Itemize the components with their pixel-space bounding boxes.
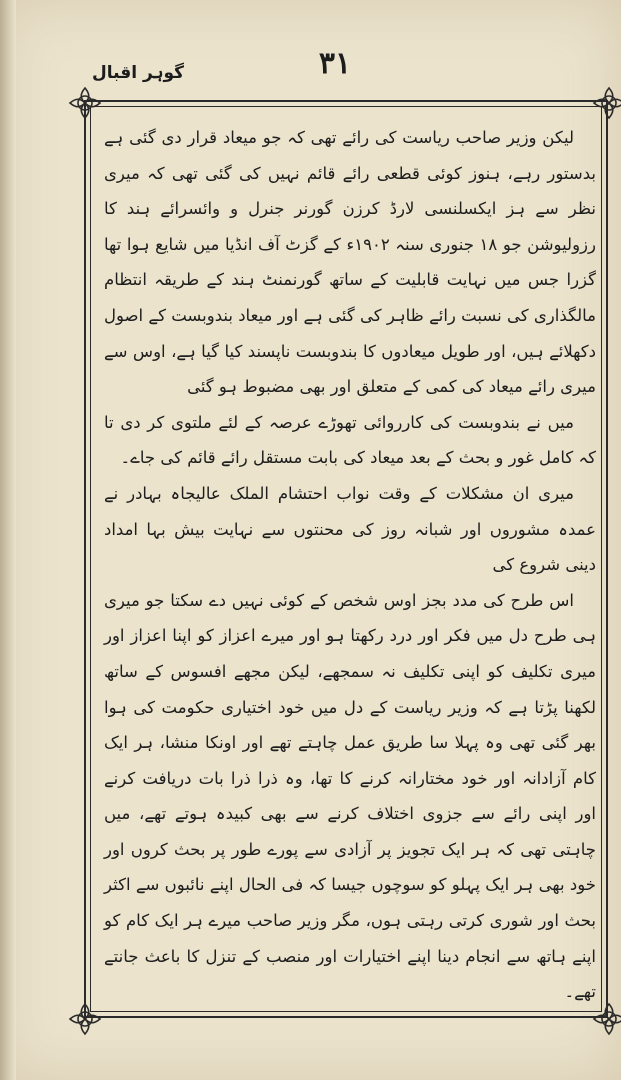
- corner-ornament-icon: [590, 84, 621, 122]
- running-head: گوہر اقبال: [92, 63, 185, 83]
- paragraph: اس طرح کی مدد بجز اوس شخص کے کوئی نہیں دے سکتا جو میری ہی طرح دل میں فکر اور درد رکھتا ہو اور میرے اعزاز کو اپنا اعزاز اور میری تکلیف کو اپنی تکلیف نہ سمجھے، لیکن مجھے افسوس کے ساتھ لکھنا پڑتا ہے کہ وزیر ریاست کے دل میں خود اختیاری حکومت کی ہوا بھر گئی تھی وہ پہلا سا طریق عمل چاہتے تھے اور اونکا منشا، ہر ایک کام آزادانہ اور خود مختارانہ کرنے کا تھا، وہ ذرا ذرا بات دریافت کرنے اور اپنی رائے سے جزوی اختلاف کرنے سے بھی کبیدہ ہوتے تھے، میں چاہتی تھی کہ ہر ایک تجویز پر آزادی سے پورے طور پر بحث کروں اور خود بھی ہر ایک پہلو کو سوچوں جیسا کہ فی الحال اپنے نائبوں سے اکثر بحث اور شوری کرتی رہتی ہوں، مگر وزیر صاحب میرے ہر ایک کام کو اپنے ہاتھ سے انجام دینا اپنے اختیارات اور منصب کے تنزل کا باعث جانتے تھے۔: [104, 590, 596, 1002]
- paragraph: میری ان مشکلات کے وقت نواب احتشام الملک عالیجاہ بہادر نے عمدہ مشوروں اور شبانہ روز کی محنتوں سے نہایت بیش بہا امداد دینی شروع کی: [104, 483, 596, 575]
- corner-ornament-icon: [66, 1000, 104, 1038]
- page-number: ۳۱: [318, 46, 352, 81]
- paragraph: لیکن وزیر صاحب ریاست کی رائے تھی کہ جو میعاد قرار دی گئی ہے بدستور رہے، ہنوز کوئی قطعی رائے قائم نہیں کی گئی تھی کہ میری نظر سے ہز ایکسلنسی لارڈ کرزن گورنر جنرل و وائسرائے ہند کا رزولیوشن جو ۱۸ جنوری سنہ ۱۹۰۲ء کے گزٹ آف انڈیا میں شایع ہوا تھا گزرا جس میں نہایت قابلیت کے ساتھ گورنمنٹ ہند کے طریقہ انتظام مالگذاری کی نسبت رائے ظاہر کی گئی ہے اور میعاد بندوبست کے اصول دکھلائے ہیں، اور طویل میعادوں کا بندوبست ناپسند کیا گیا ہے، اوس سے میری رائے میعاد کی کمی کے متعلق اور بھی مضبوط ہو گئی: [104, 128, 596, 397]
- page-gutter-shadow: [0, 0, 16, 1080]
- page-body-text: [104, 120, 596, 1010]
- page-header: [0, 40, 621, 90]
- paragraph: میں نے بندوبست کی کارروائی تھوڑے عرصہ کے لئے ملتوی کر دی تا کہ کامل غور و بحث کے بعد میعاد کی بابت مستقل رائے قائم کی جاے۔: [104, 412, 596, 468]
- corner-ornament-icon: [66, 84, 104, 122]
